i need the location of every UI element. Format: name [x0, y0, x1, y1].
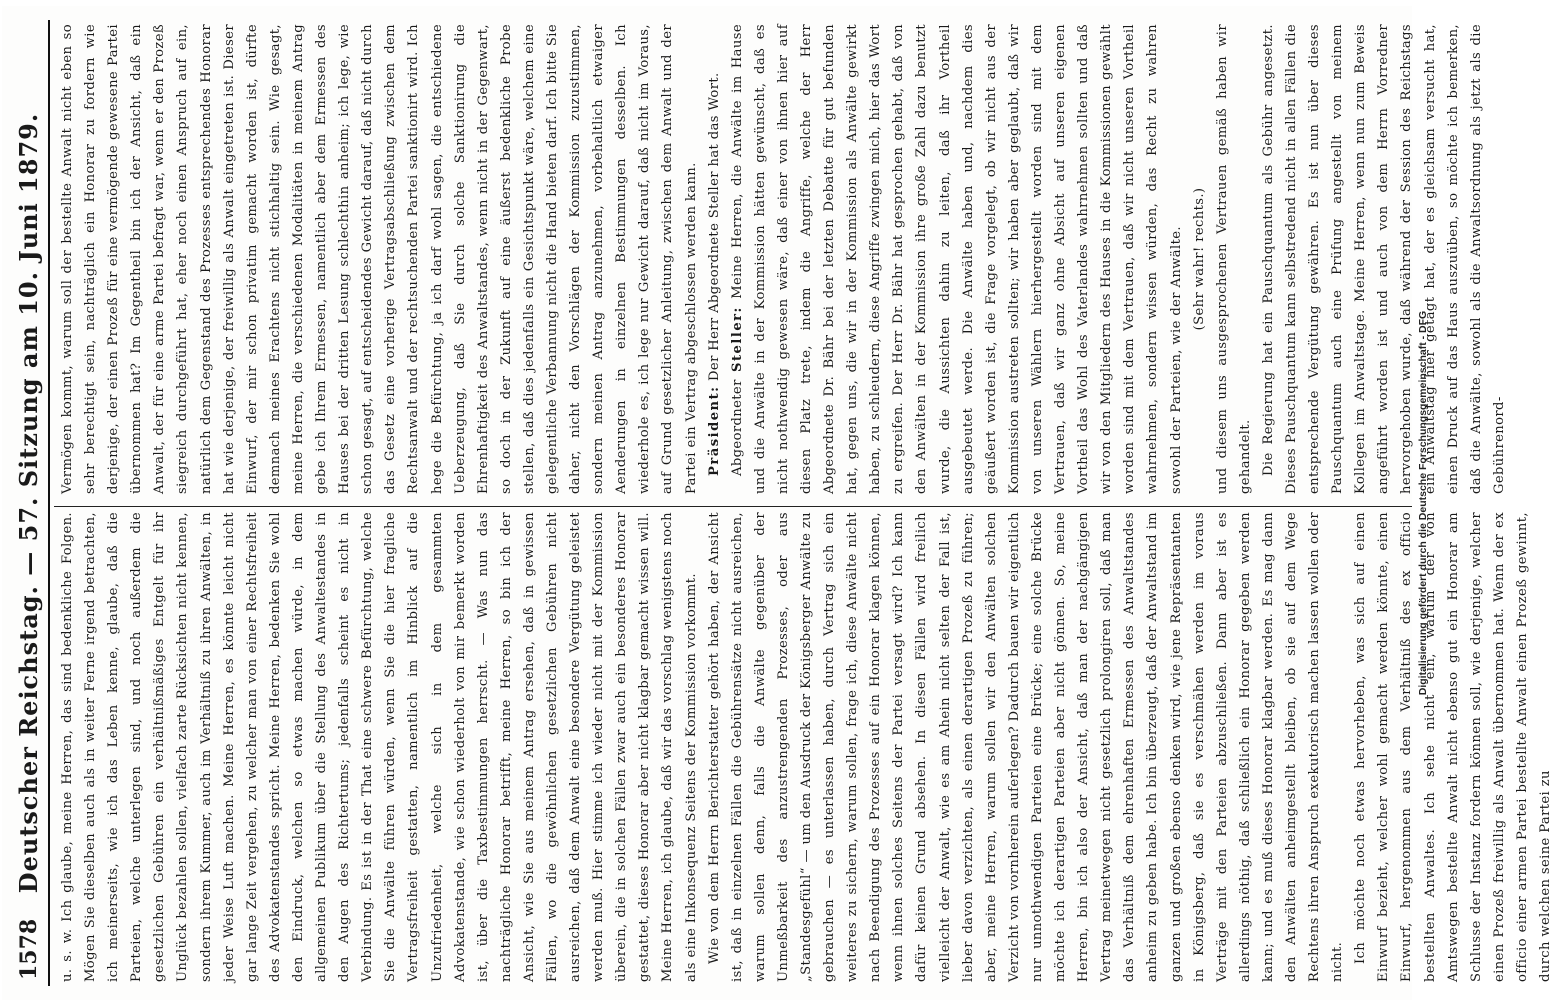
paragraph: Ich möchte noch etwas hervorheben, was sich auf einen Einwurf bezieht, welcher wohl gemacht werden könnte, einen Einwurf, hergenommen aus dem Verhältniß des ex officio bestellten Anwaltes. Ich sehe nicht ein, warum der von Amtswegen bestellte Anwalt nicht ebenso gut ein Honorar am Schlusse der Instanz fordern können soll, wie derjenige, welcher einen Prozeß freiwillig als Anwalt übernommen hat. Wenn der ex officio einer armen Partei bestellte Anwalt einen Prozeß gewinnt, durch welchen seine Partei zu — [1353, 512, 1553, 982]
right-column — [56, 24, 1507, 494]
speaker-intro: Abgeordneter — [729, 379, 745, 476]
dfg-credit-text: Digitalisierung gefördert durch die Deutsche Forschungsgemeinschaft - DFG — [1417, 310, 1429, 696]
dfg-margin-note — [1416, 8, 1432, 998]
page-header — [10, 24, 46, 982]
paragraph: Wie von dem Herrn Berichterstatter gehört haben, der Ansicht ist, daß in einzelnen Fällen die Gebührensätze nicht ausreichen, warum sollen denn, falls die Anwälte gegenüber der Unmeßbarkeit des anzustrengenden Prozesses, oder aus „Standesgefühl“ — um den Ausdruck der Königsberger Anwälte zu gebrauchen — es unterlassen haben, durch Vertrag sich ein weiteres zu sichern, warum sollen, frage ich, diese Anwälte nicht nach Beendigung des Prozesses auf ein Honorar klagen können, wenn ihnen solches Seitens der Partei versagt wird? Ich kann dafür keinen Grund absehen. In diesen Fällen wird freilich vielleicht der Anwalt, wie es am Ahein nicht selten der Fall ist, lieber davon verzichten, als einen derartigen Prozeß zu führen; aber, meine Herren, warum sollen wir den Anwälten solchen Verzicht von vornherein auferlegen? Dadurch bauen wir eigentlich nur unnothwendigen Parteien eine Brücke; eine solche Brücke möchte ich derartigen Parteien aber nicht gönnen. So, meine Herren, bin ich also der Ansicht, daß man der nachgängigen Vertrag meinetwegen nicht gesetzlich prolongiren soll, daß man das Verhältniß dem ehrenhaften Ermessen des Anwaltstandes anheim zu geben habe. Ich bin überzeugt, daß der Anwaltstand im ganzen und großen ebenso denken wird, wie jene Repräsentanten in Königsberg, daß sie es verschmähen werden im voraus Verträge mit den Parteien abzuschließen. Dann aber ist es allerdings nöthig, daß schließlich ein Honorar gegeben werden kann; und es muß dieses Honorar klagbar werden. Es mag dann den Anwälten anheimgestellt bleiben, ob sie auf dem Wege Rechtens ihren Anspruch exekutorisch machen lassen wollen oder nicht. — [706, 512, 1346, 982]
president-remark — [703, 24, 726, 494]
column-divider — [54, 506, 1412, 507]
header-rule — [48, 20, 50, 986]
paragraph: u. s. w. Ich glaube, meine Herren, das sind bedenkliche Folgen. Mögen Sie dieselben auch als in weiter Ferne irgend betrachten, ich meinerseits, wie ich das Leben kenne, glaube, daß die Parteien, welche unterlegen sind, und noch außerdem die gesetzlichen Gebühren ein verhältnißmäßiges Entgelt für ihr Unglück bezahlen sollen, vielfach zarte Rücksichten nicht kennen, sondern ihrem Kummer, auch im Verhältniß zu ihren Anwälten, in jeder Weise Luft machen. Meine Herren, es könnte leicht nicht gar lange Zeit vergehen, zu welcher man von einer Rechtsfreiheit des Advokatenstandes spricht. Meine Herren, bedenken Sie wohl den Eindruck, welchen so etwas machen würde, in dem allgemeinen Publikum über die Stellung des Anwaltestandes in den Augen des Richtertums; jedenfalls scheint es nicht in Verbindung. Es ist in der That eine schwere Befürchtung, welche Sie die Anwälte führen würden, wenn Sie die hier fragliche Vertragsfreiheit gestatten, namentlich im Hinblick auf die Unzufriedenheit, welche sich in dem gesammten Advokatenstande, wie schon wiederholt von mir bemerkt worden ist, über die Taxbestimmungen herrscht. — Was nun das nachträgliche Honorar betrifft, meine Herren, so bin ich der Ansicht, wie Sie aus meinem Antrag ersehen, daß in gewissen Fällen, wo die gewöhnlichen gesetzlichen Gebühren nicht ausreichen, daß dem Anwalt eine besondere Vergütung geleistet werden muß. Hier stimme ich wieder nicht mit der Kommission überein, die in solchen Fällen zwar auch ein besonderes Honorar gestattet, dieses Honorar aber nicht klagbar gemacht wissen will. Meine Herren, ich glaube, daß wir das vorschlag wenigstens noch als eine Inkonsequenz Seitens der Kommission vorkommt. — [60, 512, 699, 982]
left-column — [56, 512, 1553, 982]
paragraph: und diesem uns ausgesprochenen Vertrauen gemäß haben wir gehandelt. — [1214, 24, 1253, 494]
page-number: 1578 — [16, 918, 42, 980]
running-head: Deutscher Reichstag. — 57. Sitzung am 10. Juni 1879. — [14, 112, 43, 894]
paragraph: Vermögen kommt, warum soll der bestellte Anwalt nicht eben so sehr berechtigt sein, nachträglich ein Honorar zu fordern wie derjenige, der einen Prozeß für eine vermögende gewesene Partei übernommen hat? Im Gegentheil bin ich der Ansicht, daß ein Anwalt, der für eine arme Partei befragt war, wenn er den Prozeß siegreich durchgeführt hat, eher noch einen Anspruch auf ein, natürlich dem Gegenstand des Prozesses entsprechendes Honorar hat wie derjenige, der freiwillig als Anwalt eingetreten ist. Dieser Einwurf, der mir schon privatim gemacht worden ist, dürfte demnach meines Erachtens nicht stichhaltig sein. Wie gesagt, meine Herren, die verschiedenen Modalitäten in meinem Antrag gebe ich Ihrem Ermessen, namentlich aber dem Ermessen des Hauses bei der dritten Lesung schlechthin anheim; ich lege, wie schon gesagt, auf entscheidendes Gewicht darauf, daß nicht durch das Gesetz eine vorherige Vertragsabschließung zwischen dem Rechtsanwalt und der rechtsuchenden Partei sanktionirt wird. Ich hege die Befürchtung, ja ich darf wohl sagen, die entschiedene Ueberzeugung, daß Sie durch solche Sanktionirung die Ehrenhaftigkeit des Anwaltstandes, wenn nicht in der Gegenwart, so doch in der Zukunft auf eine äußerst bedenkliche Probe stellen, daß dies jedenfalls ein Gesichtspunkt wäre, welchem eine gelegentliche Verbannung nicht die Hand bieten darf. Ich bitte Sie daher, nicht den Vorschlägen der Kommission zuzustimmen, sondern meinen Antrag anzunehmen, vorbehaltlich etwaiger Aenderungen in einzelnen Bestimmungen desselben. Ich wiederhole es, ich lege nur Gewicht darauf, daß nicht im Voraus, auf Grund gesetzlicher Anleitung, zwischen dem Anwalt und der Partei ein Vertrag abgeschlossen werden kann. — [60, 24, 699, 494]
speech-paragraph — [726, 24, 1188, 494]
paragraph: Die Regierung hat ein Pauschquantum als Gebühr angesetzt. Dieses Pauschquantum kann selbstredend nicht in allen Fällen die entsprechende Vergütung gewähren. Es ist nun über dieses Pauschquantum auch eine Prüfung angestellt von meinem Kollegen im Anwaltstage. Meine Herren, wenn nun zum Beweis angeführt worden ist und auch von dem Herrn Vorredner hervorgehoben wurde, daß während der Session des Reichstags ein Anwaltstag hier getagt hat, der es gleichsam versucht hat, einen Druck auf das Haus auszuüben, so möchte ich bemerken, daß die Anwälte, sowohl als die Anwaltsordnung als jetzt als die Gebührenord- — [1260, 24, 1507, 494]
speech-text: Meine Herren, die Anwälte im Hause und die Anwälte in der Kommission hätten gewünscht, daß es nicht nothwendig gewesen wäre, daß einer von ihnen hier auf diesen Platz trete, indem die Angriffe, welche der Herr Abgeordnete Dr. Bähr bei der letzten Debatte für gut befunden hat, gegen uns, die wir in der Kommission als Anwälte gewirkt haben, zu schleudern, diese Angriffe zwingen mich, hier das Wort zu ergreifen. Der Herr Dr. Bähr hat gesprochen gehabt, daß von den Anwälten in der Kommission ihre große Zahl dazu benutzt wurde, die Aussichten dahin zu leiten, daß ihr Vortheil ausgebeutet werde. Die Anwälte haben und, nachdem dies geäußert worden ist, die Frage vorgelegt, ob wir nicht aus der Kommission austreten sollten; wir haben aber geglaubt, daß wir von unseren Wählern hierhergestellt worden sind mit dem Vertrauen, daß wir ganz ohne Absicht auf unseren eigenen Vortheil das Wohl des Vaterlandes wahrnehmen sollten und daß wir von den Mitgliedern des Hauses in die Kommissionen gewählt worden sind mit dem Vertrauen, daß wir nicht unseren Vortheil wahrnehmen, sondern wissen würden, das Recht zu wahren sowohl der Parteien, wie der Anwälte. — [729, 24, 1184, 494]
speaker-label: Präsident: — [706, 385, 722, 476]
president-text: Der Herr Abgeordnete Steller hat das Wort. — [706, 72, 722, 381]
speaker-name: Steller: — [729, 306, 745, 372]
applause-note: (Sehr wahr! rechts.) — [1191, 187, 1207, 331]
